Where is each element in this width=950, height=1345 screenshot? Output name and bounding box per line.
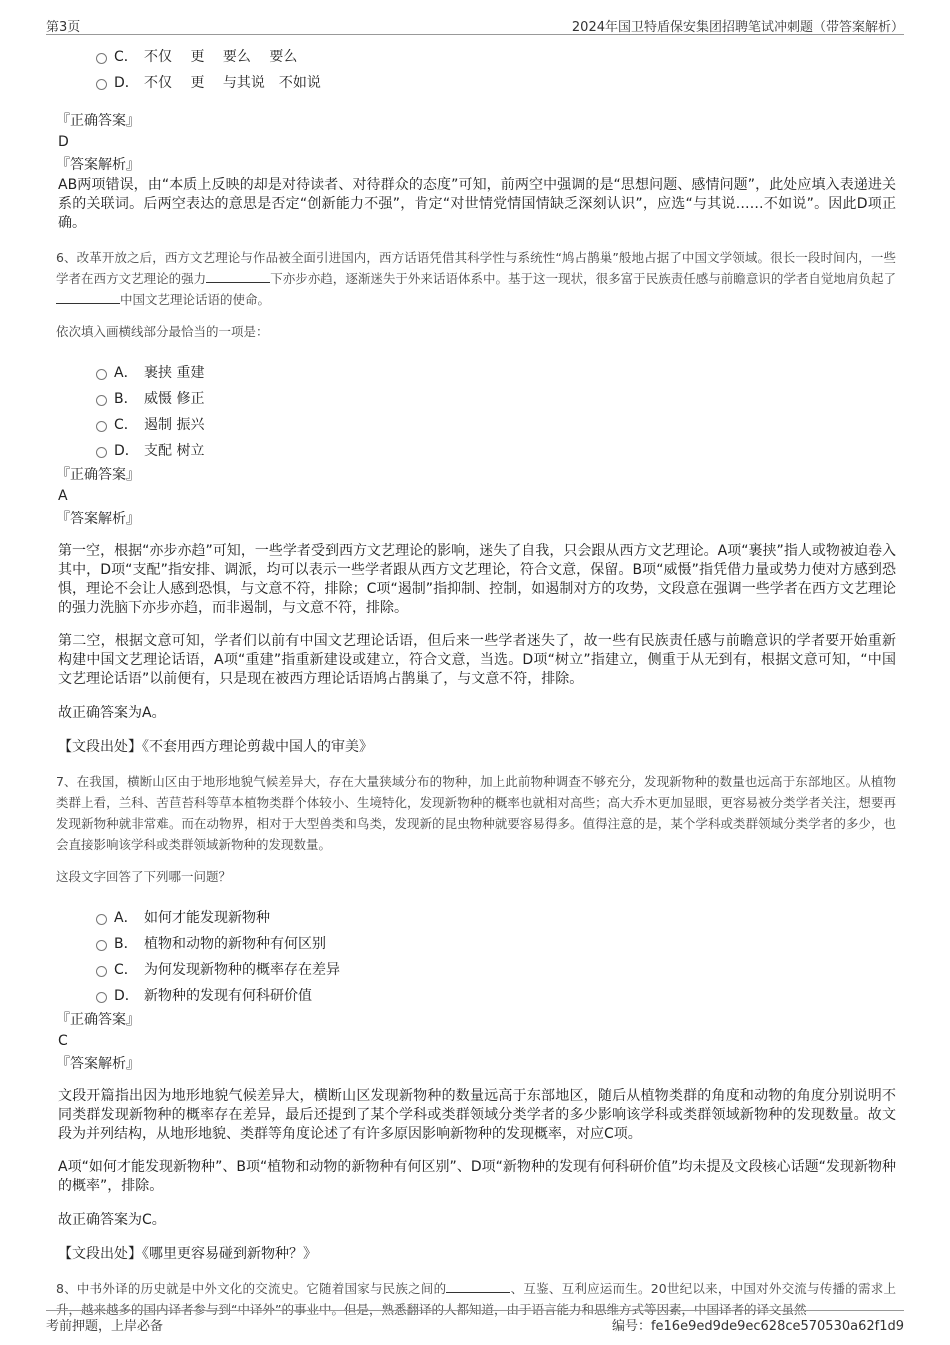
q5-answer: D [58,134,69,150]
q6-ask: 依次填入画横线部分最恰当的一项是： [56,324,269,339]
q6-answer: A [58,488,68,504]
q7-source: 【文段出处】《哪里更容易碰到新物种？》 [58,1246,317,1262]
radio-icon[interactable] [96,940,107,951]
radio-icon[interactable] [96,53,107,64]
radio-icon[interactable] [96,369,107,380]
q6-explanation-2: 第二空，根据文意可知，学者们以前有中国文艺理论话语，但后来一些学者迷失了，故一些有民族责任感与前瞻意识的学者要开始重新构建中国文艺理论话语，A项“重建”指重新建设或建立，符合文意，当选。D项“树立”指建立，侧重于从无到有，根据文意可知，“中国文艺理论话语”以前便有，只是现在被西方理论话语鸠占鹊巢了，与文意不符，排除。 [58,633,896,687]
q7-stem: 7、在我国，横断山区由于地形地貌气候差异大，存在大量狭域分布的物种，加上此前物种调查不够充分，发现新物种的数量也远高于东部地区。从植物类群上看，兰科、苦苣苔科等草本植物类群个体较小、生境特化，发现新物种的概率也就相对高些；高大乔木更加显眼，更容易被分类学者关注，想要再发现新物种就非常难。而在动物界，相对于大型兽类和鸟类，发现新的昆虫物种就要容易得多。值得注意的是，某个学科或类群领域分类学者的多少，也会直接影响该学科或类群领域新物种的发现数量。 [56,774,896,852]
document-code: 编号：fe16e9ed9de9ec628ce570530a62f1d9 [611,1319,904,1334]
radio-icon[interactable] [96,421,107,432]
q6-options [94,360,896,464]
footer-slogan: 考前押题，上岸必备 [46,1319,164,1334]
explain-label: 『答案解析』 [56,157,140,173]
page-header [46,14,904,35]
q6-source: 【文段出处】《不套用西方理论剪裁中国人的审美》 [58,739,373,755]
q6-option-b[interactable]: B． 威慑 修正 [94,386,896,412]
q6-conclusion: 故正确答案为A。 [58,705,166,721]
radio-icon[interactable] [96,79,107,90]
radio-icon[interactable] [96,914,107,925]
blank-line [56,290,120,304]
q5-option-c[interactable]: C． 不仅 更 要么 要么 [94,44,896,70]
q7-option-b[interactable]: B． 植物和动物的新物种有何区别 [94,931,896,957]
answer-label: 『正确答案』 [56,1012,140,1028]
radio-icon[interactable] [96,447,107,458]
answer-label: 『正确答案』 [56,113,140,129]
document-title: 2024年国卫特盾保安集团招聘笔试冲刺题（带答案解析） [571,20,904,35]
q7-answer: C [58,1033,68,1049]
q5-explanation: AB两项错误，由“本质上反映的却是对待读者、对待群众的态度”可知，前两空中强调的是“思想问题、感情问题”，此处应填入表递进关系的关联词。后两空表达的意思是否定“创新能力不强”，肯定“对世情党情国情缺乏深刻认识”，应选“与其说……不如说”。因此D项正确。 [58,177,896,231]
explain-label: 『答案解析』 [56,511,140,527]
q6-option-c[interactable]: C． 遏制 振兴 [94,412,896,438]
q7-explanation-1: 文段开篇指出因为地形地貌气候差异大，横断山区发现新物种的数量远高于东部地区，随后从植物类群的角度和动物的角度分别说明不同类群发现新物种的概率存在差异，最后还提到了某个学科或类群领域分类学者的多少影响该学科或类群领域新物种的发现数量。故文段为并列结构，从地形地貌、类群等角度论述了有许多原因影响新物种的发现概率，对应C项。 [58,1088,896,1142]
q6-option-d[interactable]: D． 支配 树立 [94,438,896,464]
q7-option-a[interactable]: A． 如何才能发现新物种 [94,905,896,931]
radio-icon[interactable] [96,992,107,1003]
q8-stem: 8、中书外译的历史就是中外文化的交流史。它随着国家与民族之间的 、互鉴、互利应运而生。20世纪以来，中国对外交流与传播的需求上升，越来越多的国内译者参与到“中译外”的事业中。但是，熟悉翻译的人都知道，由于语言能力和思维方式等因素，中国译者的译文虽然 [56,1281,896,1317]
page-footer [46,1310,904,1333]
q6-option-a[interactable]: A． 裹挟 重建 [94,360,896,386]
q7-option-c[interactable]: C． 为何发现新物种的概率存在差异 [94,957,896,983]
q7-explanation-2: A项“如何才能发现新物种”、B项“植物和动物的新物种有何区别”、D项“新物种的发现有何科研价值”均未提及文段核心话题“发现新物种的概率”，排除。 [58,1159,896,1194]
blank-line [206,269,270,283]
radio-icon[interactable] [96,395,107,406]
q5-options [94,44,896,96]
page-number: 第3页 [46,20,81,35]
page-content [56,44,896,1332]
q7-options [94,905,896,1009]
radio-icon[interactable] [96,966,107,977]
q6-explanation-1: 第一空，根据“亦步亦趋”可知，一些学者受到西方文艺理论的影响，迷失了自我，只会跟从西方文艺理论。A项“裹挟”指人或物被迫卷入其中，D项“支配”指安排、调派，均可以表示一些学者跟从西方文艺理论，符合文意，保留。B项“威慑”指凭借力量或势力使对方感到恐惧，理论不会让人感到恐惧，与文意不符，排除；C项“遏制”指抑制、控制，如遏制对方的攻势，文段意在强调一些学者在西方文艺理论的强力洗脑下亦步亦趋，而非遏制，与文意不符，排除。 [58,543,896,616]
q7-conclusion: 故正确答案为C。 [58,1212,166,1228]
q7-ask: 这段文字回答了下列哪一问题？ [56,869,232,884]
explain-label: 『答案解析』 [56,1056,140,1072]
q5-option-d[interactable]: D． 不仅 更 与其说 不如说 [94,70,896,96]
q7-option-d[interactable]: D． 新物种的发现有何科研价值 [94,983,896,1009]
blank-line [446,1279,510,1293]
q6-stem: 6、改革开放之后，西方文艺理论与作品被全面引进国内，西方话语凭借其科学性与系统性“鸠占鹊巢”般地占据了中国文学领域。很长一段时间内，一些学者在西方文艺理论的强力 下亦步亦趋，逐渐迷失于外来话语体系中。基于这一现状，很多富于民族责任感与前瞻意识的学者自觉地肩负起了中国文艺理论话语的使命。 [56,250,896,307]
answer-label: 『正确答案』 [56,467,140,483]
